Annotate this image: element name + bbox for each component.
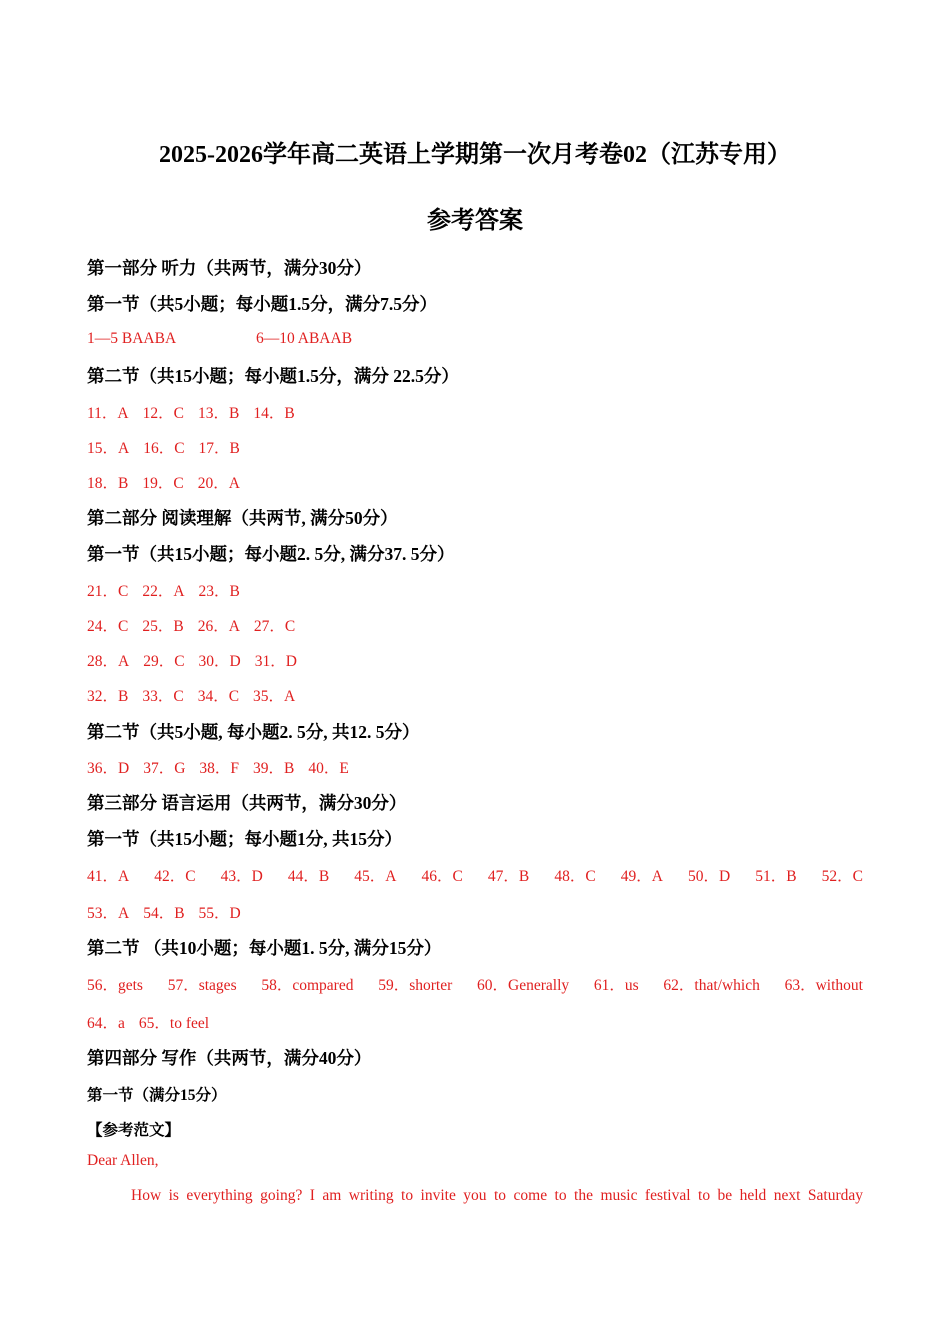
answer-item: 50．D	[687, 868, 731, 885]
answer-item: 56．gets	[87, 977, 143, 994]
answer-item: 31．D	[254, 653, 297, 670]
answer-row	[87, 901, 255, 923]
page-title: 2025-2026学年高二英语上学期第一次月考卷02（江苏专用）	[159, 142, 791, 168]
essay-salutation: Dear Allen,	[87, 1152, 159, 1169]
answer-item: 59．shorter	[378, 977, 453, 994]
answer-item: 33．C	[142, 688, 184, 705]
part2-sec2-heading: 第二节（共5小题, 每小题2. 5分, 共12. 5分）	[87, 722, 420, 742]
answer-row	[87, 973, 863, 995]
answer-item: 25．B	[142, 618, 184, 635]
answer-item: 20．A	[197, 475, 240, 492]
part1-sec1-heading: 第一节（共5小题；每小题1.5分，满分7.5分）	[87, 294, 437, 314]
answer-item: 46．C	[421, 868, 463, 885]
answer-item: 23．B	[198, 583, 240, 600]
part3-heading: 第三部分 语言运用（共两节，满分30分）	[87, 793, 407, 813]
answer-item: 11．A	[87, 405, 129, 422]
answer-item: 41．A	[87, 868, 130, 885]
answer-item: 14．B	[253, 405, 295, 422]
part1-heading: 第一部分 听力（共两节，满分30分）	[87, 258, 372, 278]
answer-item: 39．B	[253, 760, 295, 777]
answer-item: 58．compared	[261, 977, 354, 994]
answer-item: 19．C	[142, 475, 184, 492]
answer-item: 22．A	[142, 583, 185, 600]
answer-item: 43．D	[220, 868, 263, 885]
answer-item: 26．A	[197, 618, 240, 635]
answer-item: 62．that/which	[663, 977, 760, 994]
answer-row	[87, 684, 309, 706]
answer-item: 17．B	[198, 440, 240, 457]
answer-item: 64．a	[87, 1015, 125, 1032]
answer-item: 54．B	[143, 905, 185, 922]
part4-sec1-heading: 第一节（满分15分）	[87, 1087, 227, 1104]
answer-item: 32．B	[87, 688, 129, 705]
answer-item: 27．C	[253, 618, 296, 635]
answer-row	[87, 401, 309, 423]
answer-item: 12．C	[142, 405, 184, 422]
answer-row	[87, 864, 863, 886]
answer-group: 6—10 ABAAB	[256, 330, 353, 347]
part1-sec2-heading: 第二节（共15小题；每小题1.5分，满分 22.5分）	[87, 366, 459, 386]
answer-item: 35．A	[253, 688, 296, 705]
answer-item: 30．D	[198, 653, 241, 670]
answer-item: 42．C	[154, 868, 196, 885]
answer-row	[87, 579, 254, 601]
answer-row	[87, 436, 254, 458]
answer-row	[87, 1011, 223, 1033]
answer-item: 63．without	[784, 977, 863, 994]
answer-item: 61．us	[593, 977, 639, 994]
answer-item: 21．C	[87, 583, 129, 600]
answer-item: 36．D	[87, 760, 130, 777]
part3-sec1-heading: 第一节（共15小题；每小题1分, 共15分）	[87, 829, 402, 849]
answer-row	[87, 614, 309, 636]
sample-essay-label: 【参考范文】	[87, 1122, 181, 1139]
answer-row	[87, 756, 363, 778]
answer-item: 38．F	[199, 760, 240, 777]
answer-item: 57．stages	[167, 977, 237, 994]
part1-sec1-answers	[87, 330, 352, 348]
answer-item: 49．A	[620, 868, 663, 885]
answer-row	[87, 649, 311, 671]
answer-row	[87, 471, 254, 493]
answer-item: 55．D	[198, 905, 241, 922]
answer-item: 29．C	[143, 653, 185, 670]
answer-item: 34．C	[197, 688, 240, 705]
answer-item: 48．C	[554, 868, 596, 885]
answer-item: 13．B	[197, 405, 240, 422]
answer-item: 18．B	[87, 475, 129, 492]
answer-item: 45．A	[354, 868, 397, 885]
answer-item: 37．G	[143, 760, 186, 777]
part2-sec1-heading: 第一节（共15小题；每小题2. 5分, 满分37. 5分）	[87, 544, 455, 564]
answer-item: 65．to feel	[138, 1015, 210, 1032]
part3-sec2-heading: 第二节 （共10小题；每小题1. 5分, 满分15分）	[87, 938, 442, 958]
answer-item: 44．B	[287, 868, 330, 885]
answer-item: 28．A	[87, 653, 130, 670]
answer-item: 15．A	[87, 440, 130, 457]
answer-item: 60．Generally	[477, 977, 570, 994]
answer-item: 40．E	[308, 760, 349, 777]
part2-heading: 第二部分 阅读理解（共两节, 满分50分）	[87, 508, 398, 528]
answer-item: 16．C	[143, 440, 185, 457]
essay-first-line: How is everything going? I am writing to invite you to come to the music festival to be held next Saturday	[131, 1187, 863, 1204]
answer-item: 47．B	[487, 868, 530, 885]
answer-item: 24．C	[87, 618, 129, 635]
answer-item: 52．C	[821, 868, 863, 885]
answer-item: 51．B	[755, 868, 797, 885]
answer-group: 1—5 BAABA	[87, 330, 177, 347]
page-subtitle: 参考答案	[427, 208, 523, 234]
answer-item: 53．A	[87, 905, 130, 922]
part4-heading: 第四部分 写作（共两节，满分40分）	[87, 1048, 372, 1068]
